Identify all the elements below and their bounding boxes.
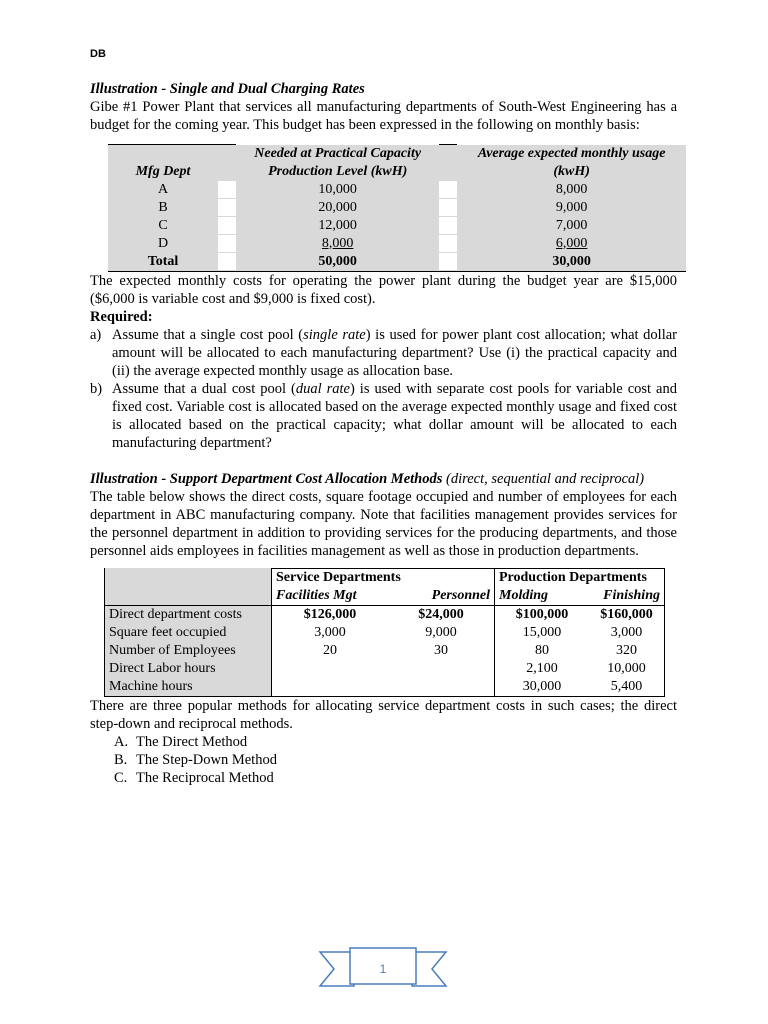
col-average-header: Average expected monthly usage (457, 145, 686, 163)
page-number-ribbon (318, 946, 448, 992)
col-practical-header: Needed at Practical Capacity (236, 145, 439, 163)
page-content (90, 80, 677, 787)
table-row: Square feet occupied 3,000 9,000 15,000 3,000 (105, 624, 665, 642)
table-row: Direct department costs $126,000 $24,000 $100,000 $160,000 (105, 605, 665, 624)
questions-list (90, 326, 677, 452)
question-b: b) Assume that a dual cost pool (dual rate) is used with separate cost pools for variable cost and fixed cost. Variable cost is allocated based on the average expected monthly usage and fixed cost is allocated based on the practical capacity; what dollar amount will be allocated to each manufacturing department? (90, 380, 677, 451)
section2-intro: The table below shows the direct costs, square footage occupied and number of employees for each department in ABC manufacturing company. Note that facilities management provides services for the personnel department in addition to providing services for the producing departments, and those personnel aids employees in facilities management as well as those in production departments. (90, 488, 677, 559)
list-item: C. The Reciprocal Method (114, 769, 274, 786)
production-departments-header: Production Departments (495, 568, 665, 587)
list-item: A. The Direct Method (114, 733, 248, 750)
facilities-header: Facilities Mgt (272, 587, 389, 606)
section1-title: Illustration - Single and Dual Charging Rates (90, 81, 365, 97)
page-number: 1 (379, 962, 387, 976)
methods-intro: There are three popular methods for allocating service department costs in such cases; the direct step-down and reciprocal methods. (90, 697, 677, 732)
col-average-header-2: (kwH) (457, 163, 686, 181)
methods-list (90, 733, 677, 787)
question-a: a) Assume that a single cost pool (single rate) is used for power plant cost allocation; what dollar amount will be allocated to each manufacturing department? Use (i) the practical capacity and (ii) the average expected monthly usage as allocation base. (90, 326, 677, 379)
col-practical-header-2: Production Level (kwH) (236, 163, 439, 181)
molding-header: Molding (495, 587, 590, 606)
department-cost-table (104, 568, 665, 697)
table-total-row: Total 50,000 30,000 (108, 253, 686, 272)
table-row: B 20,000 9,000 (108, 199, 686, 217)
document-header: DB (90, 48, 106, 60)
table-row: Machine hours 30,000 5,400 (105, 678, 665, 697)
section2-title: Illustration - Support Department Cost Allocation Methods (direct, sequential and reciprocal) (90, 470, 645, 487)
section1-intro: Gibe #1 Power Plant that services all manufacturing departments of South-West Engineering has a budget for the coming year. This budget has been expressed in the following on monthly basis: (90, 99, 677, 133)
finishing-header: Finishing (589, 587, 665, 606)
table-row: C 12,000 7,000 (108, 217, 686, 235)
required-label: Required: (90, 308, 153, 325)
list-item: B. The Step-Down Method (114, 751, 277, 768)
costs-text: The expected monthly costs for operating the power plant during the budget year are $15,000 ($6,000 is variable cost and $9,000 is fixed cost). (90, 272, 677, 307)
personnel-header: Personnel (388, 587, 495, 606)
table-row: Direct Labor hours 2,100 10,000 (105, 660, 665, 678)
power-usage-table (108, 144, 686, 272)
service-departments-header: Service Departments (272, 568, 495, 587)
table-row: Number of Employees 20 30 80 320 (105, 642, 665, 660)
table-row: A 10,000 8,000 (108, 181, 686, 199)
col-dept-header: Mfg Dept (108, 163, 218, 181)
table-row: D 8,000 6,000 (108, 235, 686, 253)
